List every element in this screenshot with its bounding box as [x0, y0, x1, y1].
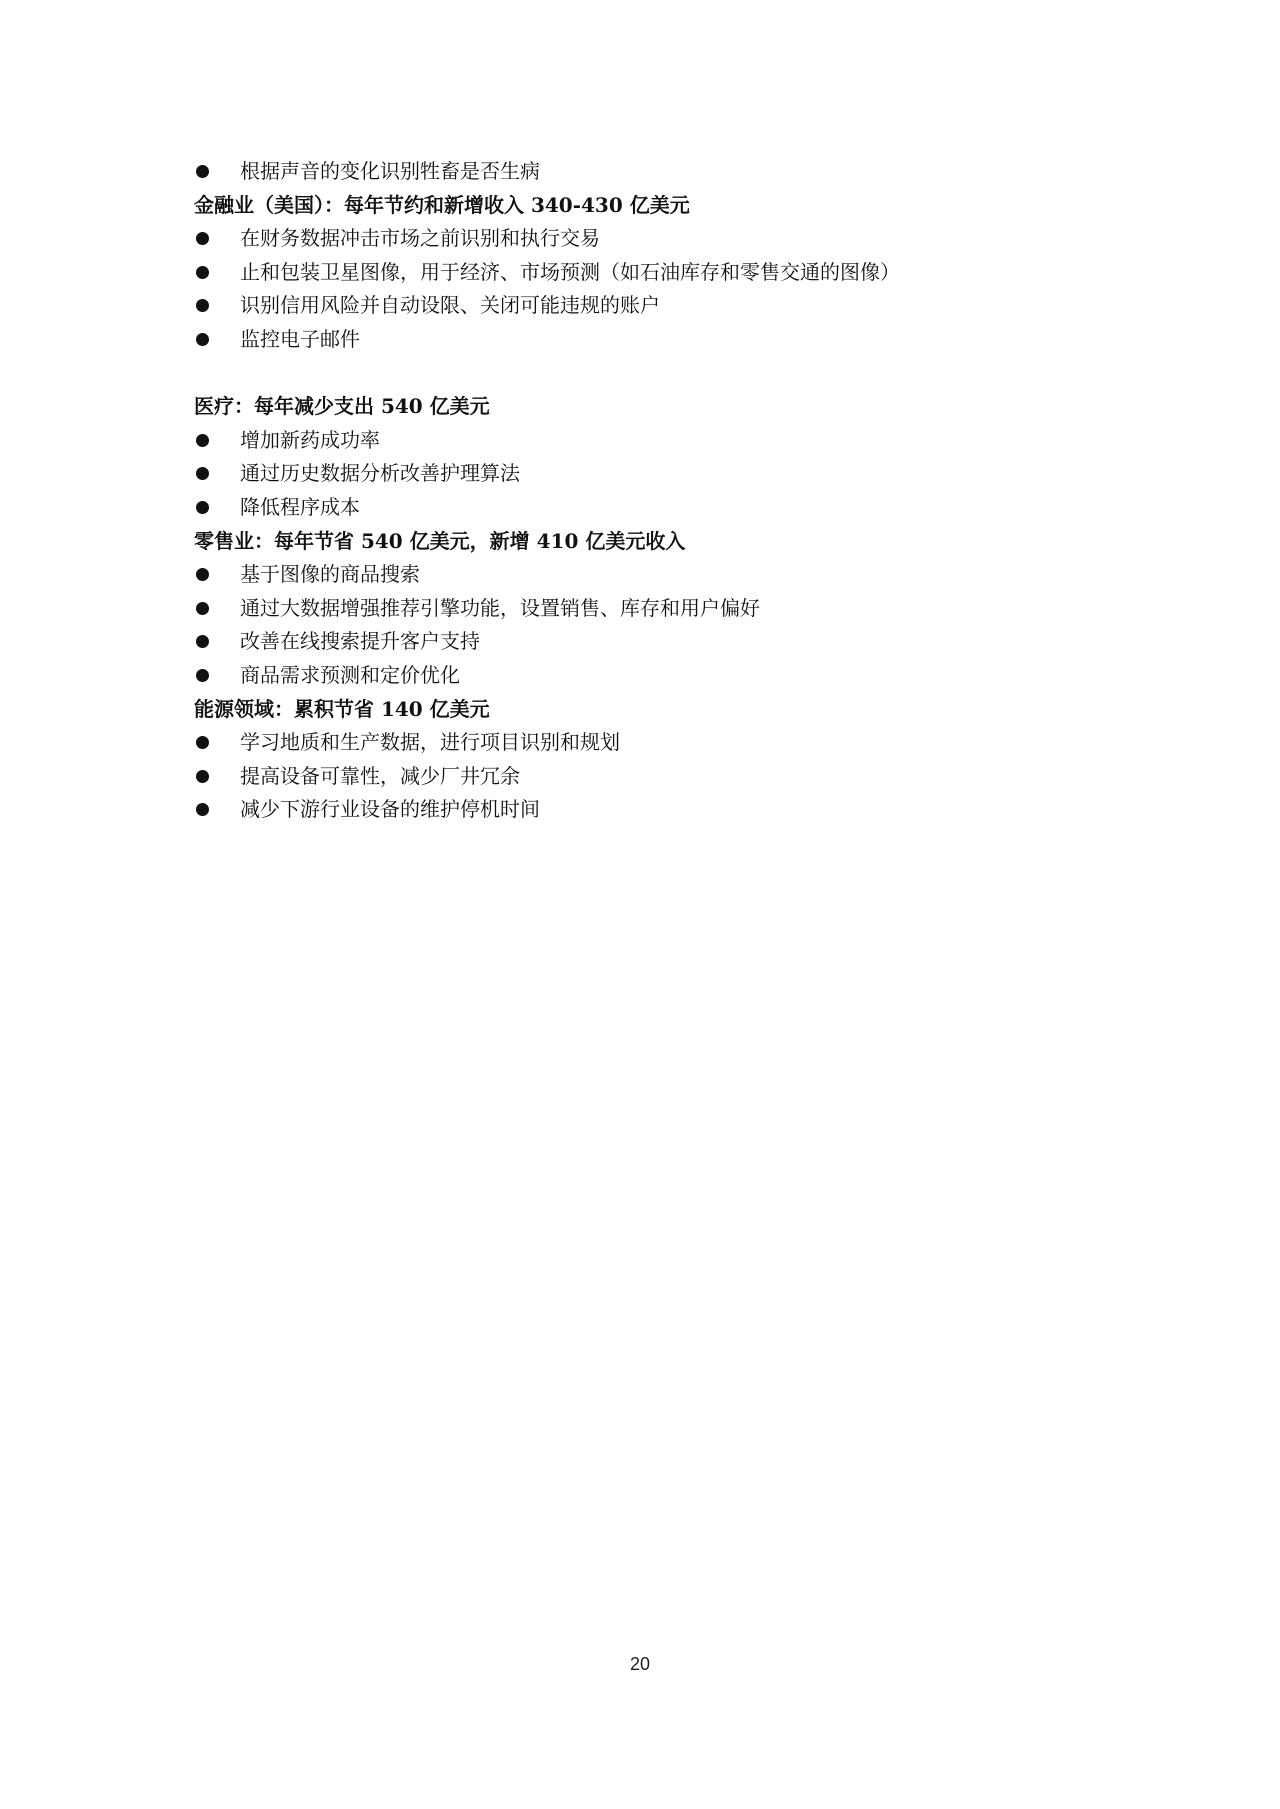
bullet-icon — [196, 736, 209, 749]
list-item — [194, 155, 1094, 189]
list-item-text: 基于图像的商品搜索 — [240, 562, 420, 587]
list-item — [194, 726, 1094, 760]
list-item-text: 改善在线搜索提升客户支持 — [240, 629, 480, 654]
list-item — [194, 457, 1094, 491]
list-item — [194, 289, 1094, 323]
bullet-icon — [196, 232, 209, 245]
bullet-icon — [196, 266, 209, 279]
bullet-icon — [196, 770, 209, 783]
list-item-text: 提高设备可靠性，减少厂井冗余 — [240, 763, 520, 788]
page-number: 20 — [629, 1654, 651, 1674]
bullet-icon — [196, 568, 209, 581]
section-heading-finance: 金融业（美国）：每年节约和新增收入 340-430 亿美元 — [194, 192, 690, 217]
list-item — [194, 793, 1094, 827]
list-item — [194, 256, 1094, 290]
list-item-text: 根据声音的变化识别牲畜是否生病 — [240, 159, 540, 183]
list-item-text: 增加新药成功率 — [240, 427, 380, 452]
list-item-text: 通过大数据增强推荐引擎功能，设置销售、库存和用户偏好 — [240, 595, 760, 620]
section-heading-healthcare: 医疗：每年减少支出 540 亿美元 — [194, 394, 490, 419]
list-item-text: 在财务数据冲击市场之前识别和执行交易 — [240, 226, 600, 251]
list-item — [194, 424, 1094, 458]
list-item-text: 商品需求预测和定价优化 — [240, 662, 460, 687]
bullet-icon — [196, 434, 209, 447]
list-item-text: 降低程序成本 — [240, 494, 360, 519]
bullet-icon — [196, 602, 209, 615]
section-heading-energy: 能源领域：累积节省 140 亿美元 — [194, 696, 490, 721]
list-item-text: 学习地质和生产数据，进行项目识别和规划 — [240, 730, 620, 755]
bullet-icon — [196, 333, 209, 346]
list-item — [194, 222, 1094, 256]
list-item — [194, 558, 1094, 592]
bullet-icon — [196, 165, 209, 178]
list-item — [194, 760, 1094, 794]
list-item — [194, 491, 1094, 525]
bullet-icon — [196, 501, 209, 514]
bullet-icon — [196, 635, 209, 648]
list-item-text: 减少下游行业设备的维护停机时间 — [240, 797, 540, 822]
list-item-text: 识别信用风险并自动设限、关闭可能违规的账户 — [240, 293, 660, 318]
list-item-text: 监控电子邮件 — [240, 326, 360, 351]
list-item-text: 止和包装卫星图像，用于经济、市场预测（如石油库存和零售交通的图像） — [240, 259, 900, 284]
section-heading-retail: 零售业：每年节省 540 亿美元，新增 410 亿美元收入 — [194, 528, 686, 553]
document-body — [194, 155, 1094, 827]
bullet-icon — [196, 467, 209, 480]
list-item — [194, 659, 1094, 693]
list-item — [194, 592, 1094, 626]
list-item — [194, 323, 1094, 357]
paragraph-gap — [194, 357, 1094, 391]
list-item — [194, 625, 1094, 659]
bullet-icon — [196, 299, 209, 312]
bullet-icon — [196, 669, 209, 682]
bullet-icon — [196, 803, 209, 816]
list-item-text: 通过历史数据分析改善护理算法 — [240, 461, 520, 486]
